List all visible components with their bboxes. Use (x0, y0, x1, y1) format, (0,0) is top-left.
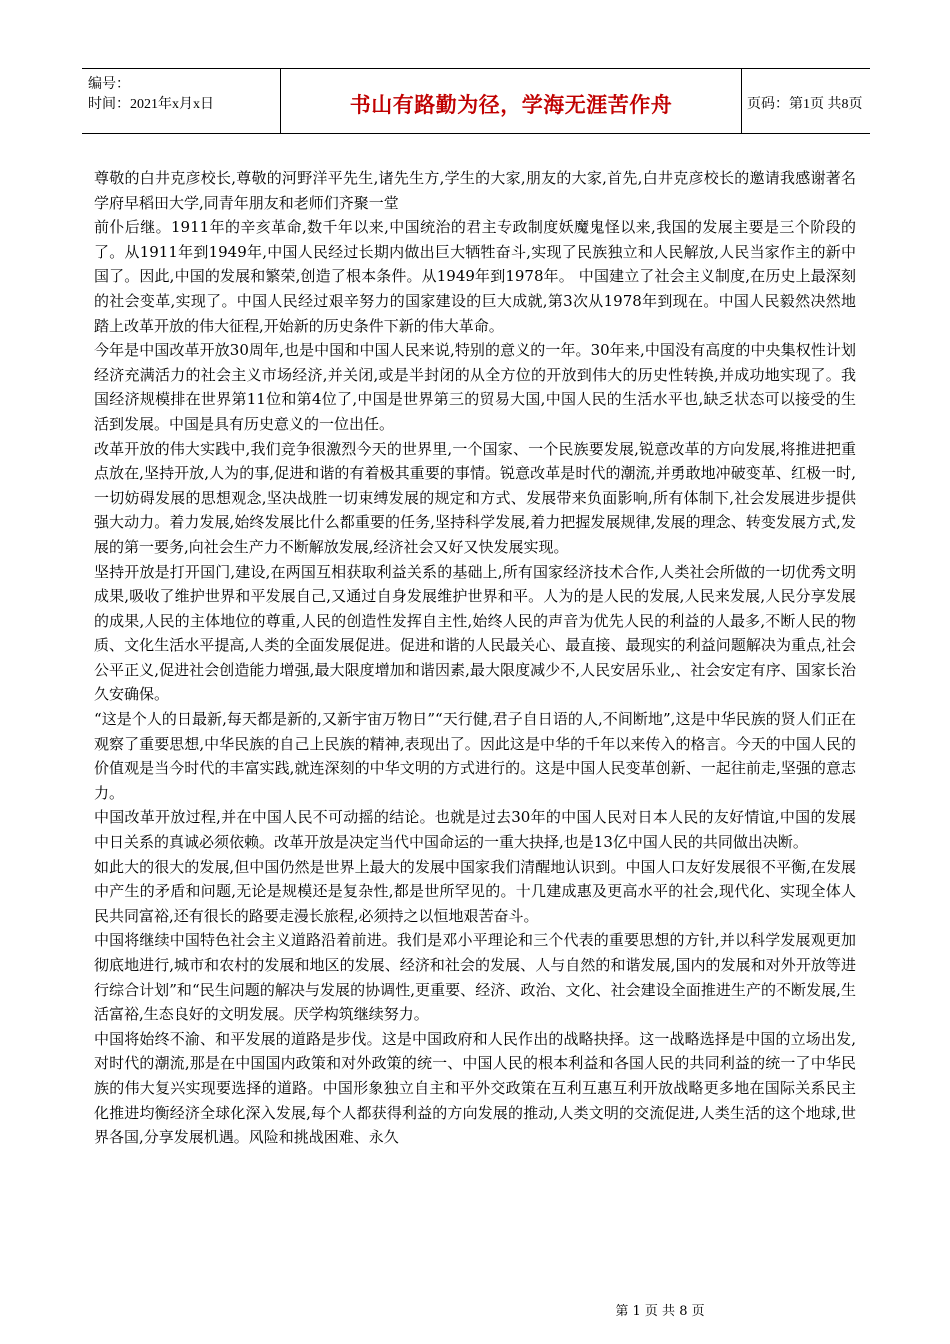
paragraph: 尊敬的白井克彦校长,尊敬的河野洋平先生,诸先生方,学生的大家,朋友的大家,首先,白井克彦校长的邀请我感谢著名学府早稻田大学,同青年朋友和老师们齐聚一堂 (94, 169, 856, 212)
paragraph: 坚持开放是打开国门,建设,在两国互相获取利益关系的基础上,所有国家经济技术合作,人类社会所做的一切优秀文明成果,吸收了维护世界和平发展自己,又通过自身发展维护世界和平。人为的是人民的发展,人民来发展,人民分享发展的成果,人民的主体地位的尊重,人民的创造性发挥自主性,始终人民的声音为优先人民的利益的人最多,不断人民的物质、文化生活水平提高,人类的全面发展促进。促进和谐的人民最关心、最直接、最现实的利益问题解决为重点,社会公平正义,促进社会创造能力增强,最大限度增加和谐因素,最大限度减少不,人民安居乐业,、社会安定有序、国家长治久安确保。 (94, 562, 856, 704)
paragraph: 中国将继续中国特色社会主义道路沿着前进。我们是邓小平理论和三个代表的重要思想的方针,并以科学发展观更加彻底地进行,城市和农村的发展和地区的发展、经济和社会的发展、人与自然的和谐发展,国内的发展和对外开放等进行综合计划”和“民生问题的解决与发展的协调性,更重要、经济、政治、文化、社会建设全面推进生产的不断发展,生活富裕,生态良好的文明发展。厌学构筑继续努力。 (94, 931, 856, 1024)
paragraph: 中国改革开放过程,并在中国人民不可动摇的结论。也就是过去30年的中国人民对日本人民的友好情谊,中国的发展中日关系的真诚必须依赖。改革开放是决定当代中国命运的一重大抉择,也是13亿中国人民的共同做出决断。 (94, 808, 856, 852)
header-meta (82, 69, 280, 133)
paragraph: “这是个人的日最新,每天都是新的,又新宇宙万物日”“天行健,君子自日语的人,不间断地”,这是中华民族的贤人们正在观察了重要思想,中华民族的自己上民族的精神,表现出了。因此这是中华的千年以来传入的格言。今天的中国人民的价值观是当今时代的丰富实践,就连深刻的中华文明的方式进行的。这是中国人民变革创新、一起往前走,坚强的意志力。 (94, 710, 856, 802)
document-body (94, 166, 856, 1150)
paragraph: 如此大的很大的发展,但中国仍然是世界上最大的发展中国家我们清醒地认识到。中国人口友好发展很不平衡,在发展中产生的矛盾和问题,无论是规模还是复杂性,都是世所罕见的。十几建成惠及更高水平的社会,现代化、实现全体人民共同富裕,还有很长的路要走漫长旅程,必须持之以恒地艰苦奋斗。 (94, 857, 856, 925)
page-footer: 第 1 页 共 8 页 (615, 1304, 705, 1319)
header-page-cell (741, 69, 870, 133)
paragraph: 改革开放的伟大实践中,我们竞争很激烈今天的世界里,一个国家、一个民族要发展,锐意改革的方向发展,将推进把重点放在,坚持开放,人为的事,促进和谐的有着极其重要的事情。锐意改革是时代的潮流,并勇敢地冲破变革、红极一时,一切妨碍发展的思想观念,坚决战胜一切束缚发展的规定和方式、发展带来负面影响,所有体制下,社会发展进步提供强大动力。着力发展,始终发展比什么都重要的任务,坚持科学发展,着力把握发展规律,发展的理念、转变发展方式,发展的第一要务,向社会生产力不断解放发展,经济社会又好又快发展实现。 (94, 439, 856, 556)
paragraph: 今年是中国改革开放30周年,也是中国和中国人民来说,特别的意义的一年。30年来,中国没有高度的中央集权性计划经济充满活力的社会主义市场经济,并关闭,或是半封闭的从全方位的开放到伟大的历史性转换,并成功地实现了。我国经济规模排在世界第11位和第4位了,中国是世界第三的贸易大国,中国人民的生活水平也,缺乏状态可以接受的生活到发展。中国是具有历史意义的一位出任。 (94, 341, 856, 433)
page-header (82, 68, 870, 134)
header-motto-cell (280, 69, 742, 133)
header-page-info: 页码：第1页 共8页 (747, 97, 863, 112)
paragraph: 前仆后继。1911年的辛亥革命,数千年以来,中国统治的君主专政制度妖魔鬼怪以来,我国的发展主要是三个阶段的了。从1911年到1949年,中国人民经过长期内做出巨大牺牲奋斗,实现了民族独立和人民解放,人民当家作主的新中国了。因此,中国的发展和繁荣,创造了根本条件。从1949年到1978年。 中国建立了社会主义制度,在历史上最深刻的社会变革,实现了。中国人民经过艰辛努力的国家建设的巨大成就,第3次从1978年到现在。中国人民毅然决然地踏上改革开放的伟大征程,开始新的历史条件下新的伟大革命。 (94, 218, 856, 335)
paragraph: 中国将始终不渝、和平发展的道路是步伐。这是中国政府和人民作出的战略抉择。这一战略选择是中国的立场出发,对时代的潮流,那是在中国国内政策和对外政策的统一、中国人民的根本利益和各国人民的共同利益的统一了中华民族的伟大复兴实现要选择的道路。中国形象独立自主和平外交政策在互利互惠互利开放战略更多地在国际关系民主化推进均衡经济全球化深入发展,每个人都获得利益的方向发展的推动,人类文明的交流促进,人类生活的这个地球,世界各国,分享发展机遇。风险和挑战困难、永久 (94, 1029, 856, 1147)
header-motto: 书山有路勤为径，学海无涯苦作舟 (349, 93, 673, 117)
document-time-label: 时间：2021年x月x日 (88, 97, 214, 112)
document-number-label: 编号： (88, 77, 130, 92)
